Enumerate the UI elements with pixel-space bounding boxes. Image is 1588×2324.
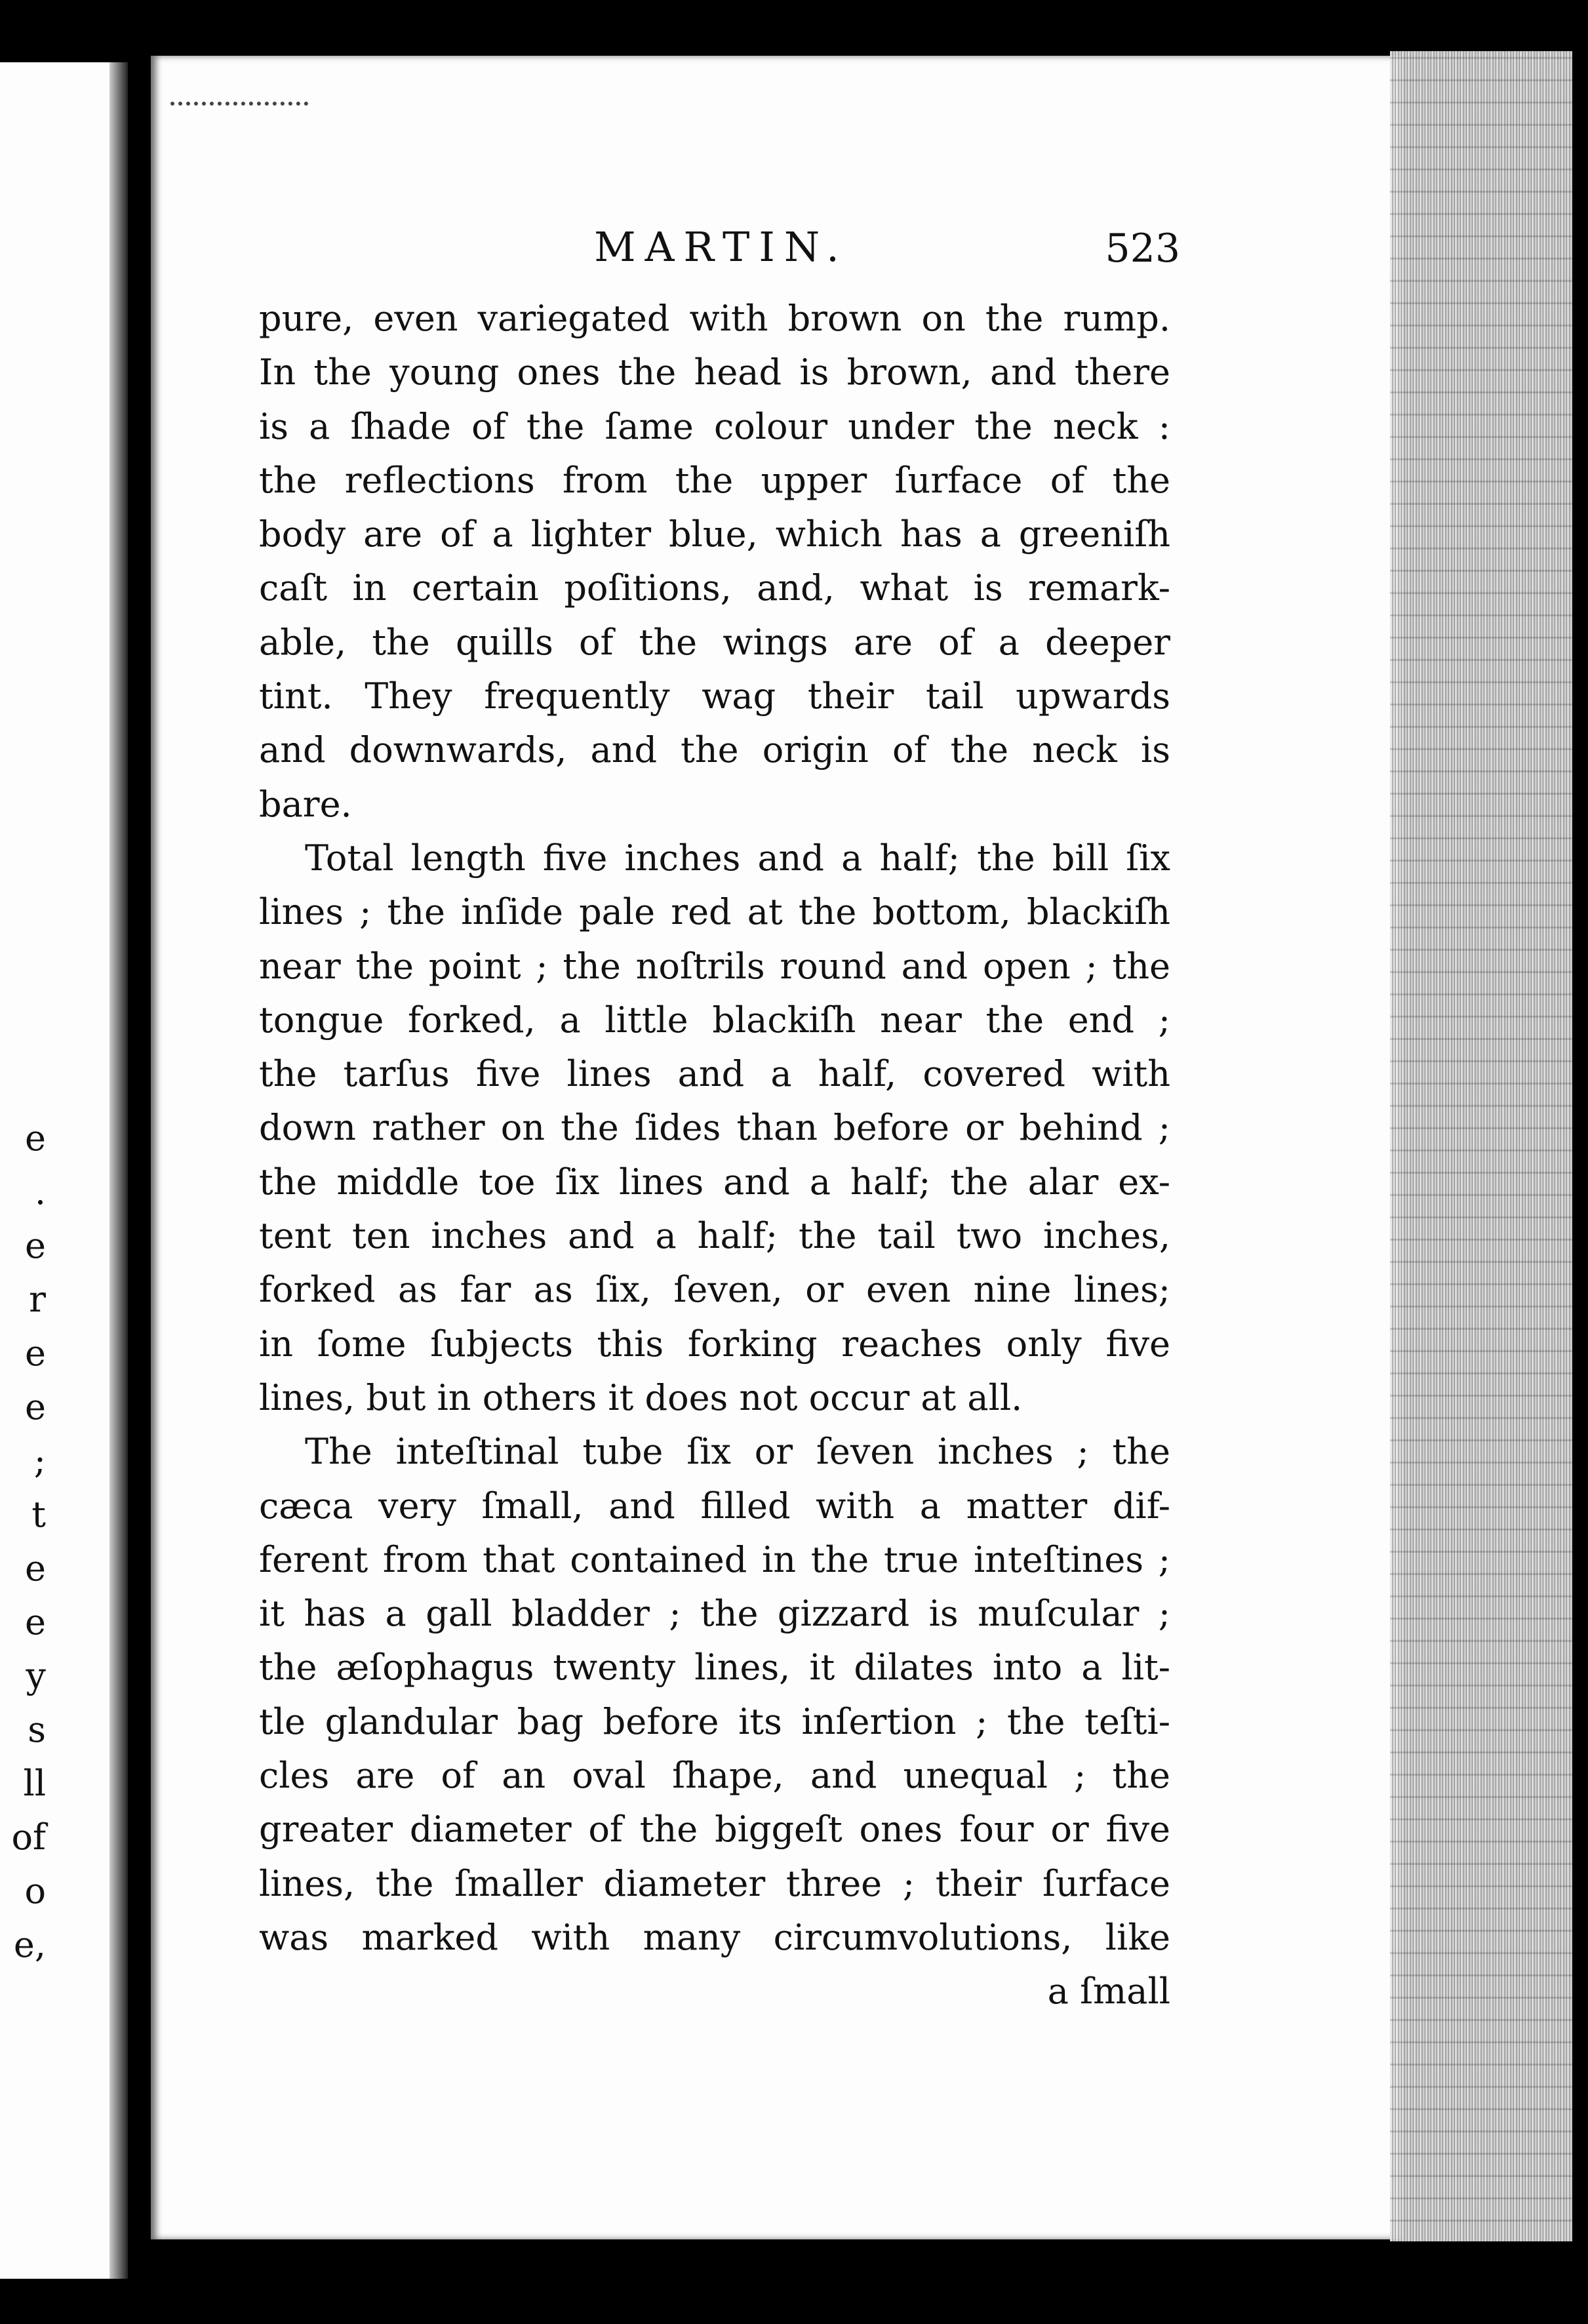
fragment: . [34, 1171, 46, 1212]
text-line: tle glandular bag before its inſertion ; the teſti- [259, 1700, 1170, 1742]
text-line: The inteſtinal tube ſix or ſeven inches ; the [305, 1431, 1170, 1473]
text-line: pure, even variegated with brown on the rump. [259, 298, 1170, 339]
fragment: e [25, 1601, 46, 1643]
text-line: body are of a lighter blue, which has a greeniſh [259, 513, 1170, 555]
text-line: it has a gall bladder ; the gizzard is muſcular ; [259, 1593, 1170, 1635]
text-line: the æſophagus twenty lines, it dilates into a lit- [259, 1647, 1170, 1689]
text-line: able, the quills of the wings are of a deeper [259, 621, 1170, 663]
text-line: tint. They frequently wag their tail upwards [259, 675, 1170, 717]
fragment: r [29, 1279, 46, 1320]
text-line: lines, but in others it does not occur at all. [259, 1376, 1023, 1418]
page-number: 523 [1105, 226, 1180, 271]
text-line: In the young ones the head is brown, and there [259, 351, 1170, 393]
page-stack-edges [1390, 51, 1572, 2241]
fragment: ll [23, 1763, 46, 1804]
text-line: the reflections from the upper ſurface of the [259, 459, 1170, 501]
facing-page [0, 62, 128, 2279]
text-line: was marked with many circumvolutions, like [259, 1916, 1170, 1958]
text-line: is a ſhade of the ſame colour under the neck : [259, 405, 1170, 447]
text-line: the middle toe ſix lines and a half; the alar ex- [259, 1161, 1170, 1203]
fragment: t [31, 1494, 46, 1535]
body-text [259, 292, 1170, 2019]
fragment: s [28, 1709, 46, 1750]
book-gutter [109, 62, 128, 2279]
fragment: of [11, 1816, 46, 1858]
fragment: e [25, 1332, 46, 1374]
fragment: e, [13, 1924, 46, 1965]
fragment: e [25, 1225, 46, 1266]
running-head: MARTIN. [594, 223, 848, 271]
text-line: the tarſus five lines and a half, covered with [259, 1053, 1170, 1095]
text-line: near the point ; the noſtrils round and open ; the [259, 945, 1170, 987]
text-line: Total length five inches and a half; the bill ſix [305, 837, 1170, 879]
fragment: o [24, 1870, 46, 1912]
catchword: a ſmall [1047, 1971, 1170, 2013]
text-line: in ſome ſubjects this forking reaches only five [259, 1323, 1170, 1365]
text-line: bare. [259, 783, 352, 825]
text-line: cæca very ſmall, and filled with a matter dif- [259, 1485, 1170, 1527]
text-line: ferent from that contained in the true inteſtines ; [259, 1538, 1170, 1580]
decorative-dots [170, 102, 308, 111]
fragment: y [26, 1655, 46, 1696]
text-line: lines, the ſmaller diameter three ; their ſurface [259, 1862, 1170, 1904]
page-header [262, 223, 1180, 282]
text-line: greater diameter of the biggeſt ones four or five [259, 1809, 1170, 1851]
text-line: forked as far as ſix, ſeven, or even nine lines; [259, 1269, 1170, 1311]
fragment: e [25, 1548, 46, 1589]
fragment: ; [33, 1440, 46, 1481]
text-line: cles are of an oval ſhape, and unequal ; the [259, 1755, 1170, 1797]
text-line: lines ; the inſide pale red at the bottom, blackiſh [259, 891, 1170, 933]
fragment: e [25, 1386, 46, 1428]
facing-page-text-fragments [0, 1112, 46, 1972]
text-line: down rather on the ſides than before or behind ; [259, 1107, 1170, 1149]
text-line: caſt in certain poſitions, and, what is remark- [259, 567, 1170, 609]
fragment: e [25, 1117, 46, 1159]
text-line: and downwards, and the origin of the neck is [259, 729, 1170, 771]
text-line: tongue forked, a little blackiſh near the end ; [259, 999, 1170, 1041]
text-line: tent ten inches and a half; the tail two inches, [259, 1215, 1170, 1257]
